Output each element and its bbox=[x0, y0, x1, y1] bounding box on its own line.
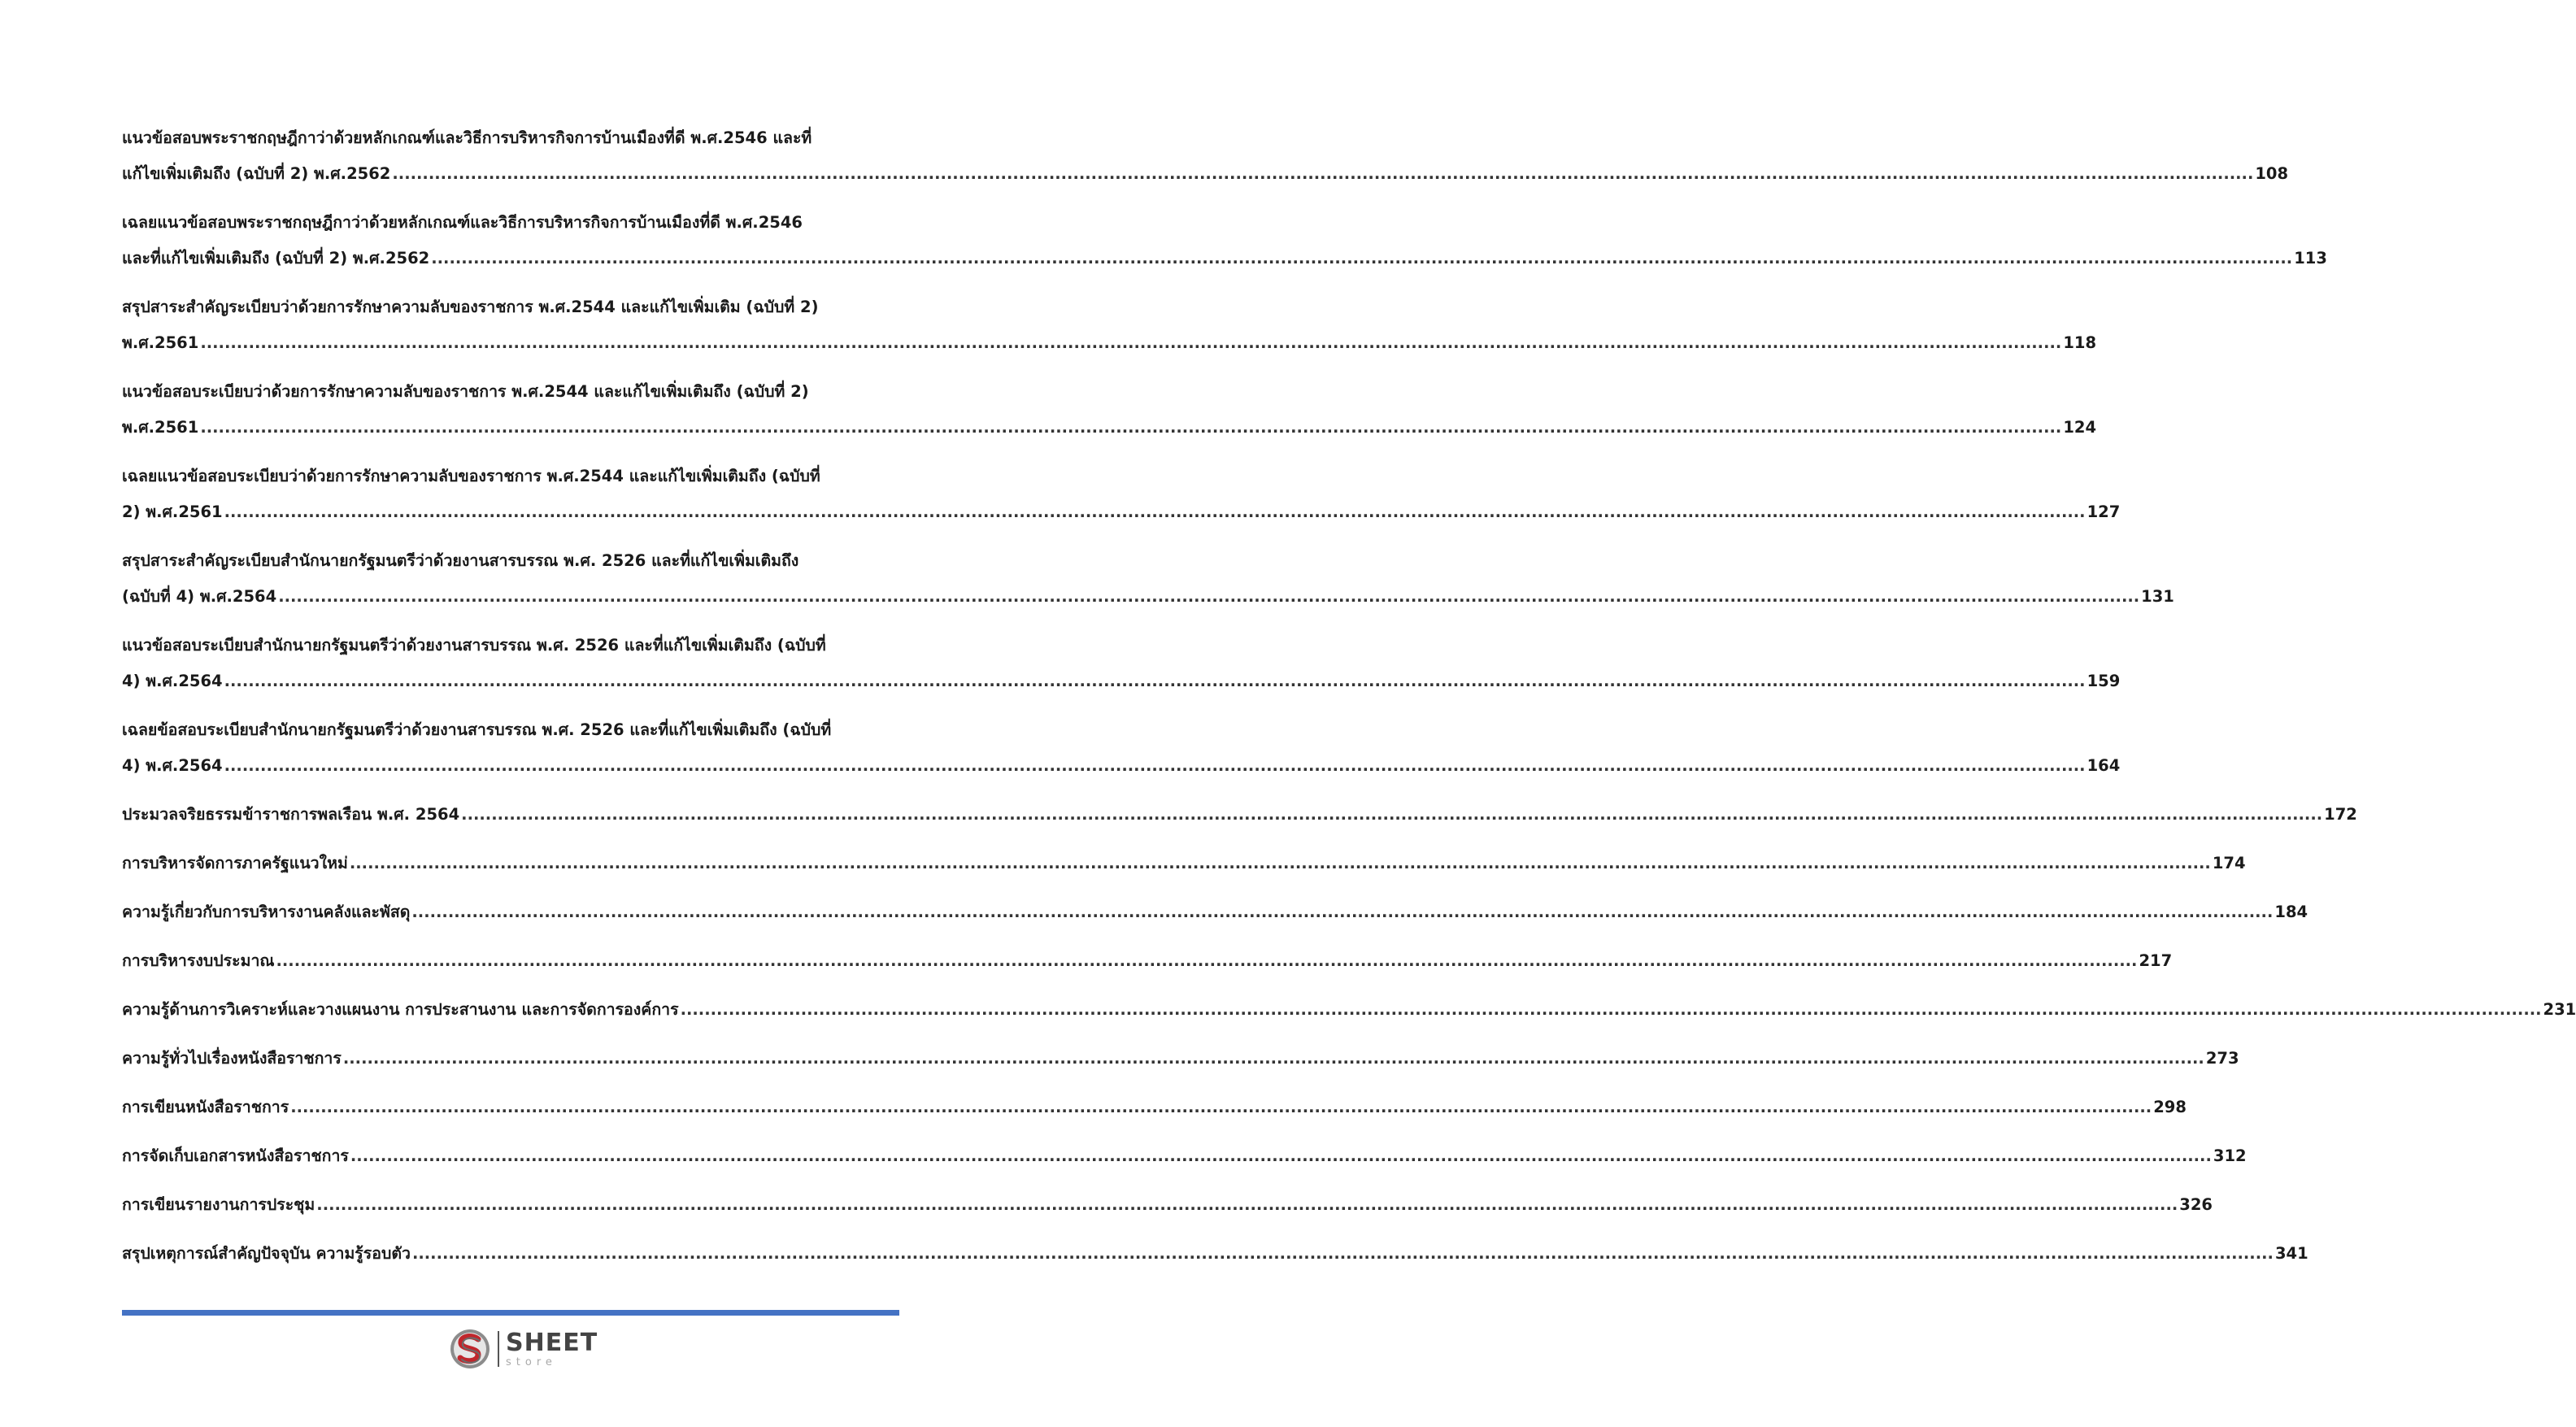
leader-dots bbox=[411, 894, 2273, 930]
toc-entry[interactable] bbox=[122, 894, 2308, 930]
toc-page-number: 164 bbox=[2086, 756, 2121, 775]
toc-entry-title-line1: เฉลยข้อสอบระเบียบสำนักนายกรัฐมนตรีว่าด้วยงานสารบรรณ พ.ศ. 2526 และที่แก้ไขเพิ่มเติมถึง (ฉบับที่ bbox=[122, 720, 832, 739]
leader-dots bbox=[200, 325, 2061, 361]
sheet-store-logo bbox=[449, 1328, 598, 1370]
toc-page-number: 326 bbox=[2179, 1195, 2213, 1214]
leader-dots bbox=[316, 1187, 2178, 1223]
toc-entry[interactable] bbox=[122, 1090, 2187, 1125]
toc-entry-title-line1: แนวข้อสอบระเบียบว่าด้วยการรักษาความลับของราชการ พ.ศ.2544 และแก้ไขเพิ่มเติมถึง (ฉบับที่ 2) bbox=[122, 382, 809, 401]
toc-page-number: 124 bbox=[2063, 418, 2097, 437]
toc-entry[interactable] bbox=[122, 712, 2121, 784]
toc-entry[interactable] bbox=[122, 943, 2173, 979]
toc-entry-title: ความรู้เกี่ยวกับการบริหารงานคลังและพัสดุ bbox=[122, 903, 411, 921]
toc-page-number: 118 bbox=[2063, 333, 2097, 352]
leader-dots bbox=[681, 992, 2542, 1028]
toc-entry-title-line2: พ.ศ.2561 bbox=[122, 418, 199, 437]
logo-main-text: SHEET bbox=[506, 1328, 598, 1357]
toc-entry-title: การเขียนหนังสือราชการ bbox=[122, 1098, 289, 1116]
toc-entry[interactable] bbox=[122, 459, 2121, 530]
toc-entry[interactable] bbox=[122, 1236, 2308, 1272]
toc-page-number: 273 bbox=[2205, 1049, 2239, 1068]
leader-dots bbox=[431, 241, 2292, 276]
leader-dots bbox=[412, 1236, 2274, 1272]
toc-page-number: 127 bbox=[2086, 502, 2121, 521]
leader-dots bbox=[343, 1041, 2204, 1077]
toc-entry[interactable] bbox=[122, 289, 2097, 361]
toc-entry[interactable] bbox=[122, 120, 2289, 192]
toc-entry-title-line1: เฉลยแนวข้อสอบระเบียบว่าด้วยการรักษาความลับของราชการ พ.ศ.2544 และแก้ไขเพิ่มเติมถึง (ฉบับที่ bbox=[122, 467, 820, 485]
leader-dots bbox=[276, 943, 2137, 979]
logo-wordmark bbox=[506, 1328, 598, 1368]
toc-entry-title-line2: 2) พ.ศ.2561 bbox=[122, 502, 223, 521]
leader-dots bbox=[224, 748, 2086, 784]
leader-dots bbox=[392, 156, 2253, 192]
toc-entry-title-line1: สรุปสาระสำคัญระเบียบสำนักนายกรัฐมนตรีว่าด้วยงานสารบรรณ พ.ศ. 2526 และที่แก้ไขเพิ่มเติมถึง bbox=[122, 551, 799, 570]
toc-entry[interactable] bbox=[122, 846, 2246, 881]
toc-page-number: 108 bbox=[2255, 164, 2289, 183]
toc-entry-title: ความรู้ทั่วไปเรื่องหนังสือราชการ bbox=[122, 1049, 342, 1068]
toc-entry-title-line2: (ฉบับที่ 4) พ.ศ.2564 bbox=[122, 587, 277, 606]
toc-page-number: 312 bbox=[2213, 1146, 2247, 1165]
toc-page-number: 184 bbox=[2274, 903, 2308, 921]
toc-entry-title: การบริหารจัดการภาครัฐแนวใหม่ bbox=[122, 854, 348, 872]
toc-entry-title-line1: แนวข้อสอบพระราชกฤษฎีกาว่าด้วยหลักเกณฑ์และวิธีการบริหารกิจการบ้านเมืองที่ดี พ.ศ.2546 และที่ bbox=[122, 128, 812, 147]
toc-page-number: 174 bbox=[2212, 854, 2246, 872]
toc-entry[interactable] bbox=[122, 628, 2121, 699]
leader-dots bbox=[461, 797, 2322, 833]
leader-dots bbox=[290, 1090, 2152, 1125]
toc-entry-title: ความรู้ด้านการวิเคราะห์และวางแผนงาน การประสานงาน และการจัดการองค์การ bbox=[122, 1000, 679, 1019]
table-of-contents bbox=[122, 120, 2576, 1285]
footer-divider-bar bbox=[122, 1310, 899, 1316]
toc-entry[interactable] bbox=[122, 543, 2174, 615]
toc-page-number: 298 bbox=[2153, 1098, 2187, 1116]
logo-s-icon bbox=[449, 1328, 491, 1370]
leader-dots bbox=[350, 846, 2211, 881]
toc-page-number: 341 bbox=[2274, 1244, 2308, 1263]
leader-dots bbox=[278, 579, 2139, 615]
toc-page-number: 159 bbox=[2086, 672, 2121, 690]
toc-entry-title-line1: สรุปสาระสำคัญระเบียบว่าด้วยการรักษาความลับของราชการ พ.ศ.2544 และแก้ไขเพิ่มเติม (ฉบับที่ 2) bbox=[122, 298, 819, 316]
toc-page-number: 113 bbox=[2294, 249, 2327, 268]
toc-entry[interactable] bbox=[122, 205, 2327, 276]
toc-entry-title: การจัดเก็บเอกสารหนังสือราชการ bbox=[122, 1146, 349, 1165]
logo-sub-text: store bbox=[506, 1355, 557, 1368]
toc-page-number: 231 bbox=[2543, 1000, 2576, 1019]
toc-entry-title-line2: และที่แก้ไขเพิ่มเติมถึง (ฉบับที่ 2) พ.ศ.2562 bbox=[122, 249, 430, 268]
leader-dots bbox=[200, 410, 2061, 446]
toc-entry-title-line1: เฉลยแนวข้อสอบพระราชกฤษฎีกาว่าด้วยหลักเกณฑ์และวิธีการบริหารกิจการบ้านเมืองที่ดี พ.ศ.2546 bbox=[122, 213, 803, 232]
leader-dots bbox=[350, 1138, 2212, 1174]
toc-page-number: 172 bbox=[2324, 805, 2357, 824]
toc-page-number: 131 bbox=[2141, 587, 2174, 606]
toc-entry-title: การเขียนรายงานการประชุม bbox=[122, 1195, 315, 1214]
toc-entry-title: ประมวลจริยธรรมข้าราชการพลเรือน พ.ศ. 2564 bbox=[122, 805, 460, 824]
leader-dots bbox=[224, 494, 2086, 530]
toc-entry-title-line1: แนวข้อสอบระเบียบสำนักนายกรัฐมนตรีว่าด้วยงานสารบรรณ พ.ศ. 2526 และที่แก้ไขเพิ่มเติมถึง (ฉบับที่ bbox=[122, 636, 826, 655]
leader-dots bbox=[224, 663, 2086, 699]
toc-entry[interactable] bbox=[122, 992, 2576, 1028]
toc-entry[interactable] bbox=[122, 1041, 2239, 1077]
toc-page-number: 217 bbox=[2139, 951, 2173, 970]
toc-entry[interactable] bbox=[122, 797, 2357, 833]
toc-entry-title: สรุปเหตุการณ์สำคัญปัจจุบัน ความรู้รอบตัว bbox=[122, 1244, 411, 1263]
toc-entry-title-line2: แก้ไขเพิ่มเติมถึง (ฉบับที่ 2) พ.ศ.2562 bbox=[122, 164, 391, 183]
toc-entry-title-line2: 4) พ.ศ.2564 bbox=[122, 756, 223, 775]
toc-entry-title-line2: 4) พ.ศ.2564 bbox=[122, 672, 223, 690]
toc-entry-title-line2: พ.ศ.2561 bbox=[122, 333, 199, 352]
toc-entry[interactable] bbox=[122, 374, 2097, 446]
toc-entry[interactable] bbox=[122, 1187, 2213, 1223]
toc-entry-title: การบริหารงบประมาณ bbox=[122, 951, 275, 970]
logo-separator bbox=[498, 1331, 499, 1367]
toc-entry[interactable] bbox=[122, 1138, 2247, 1174]
